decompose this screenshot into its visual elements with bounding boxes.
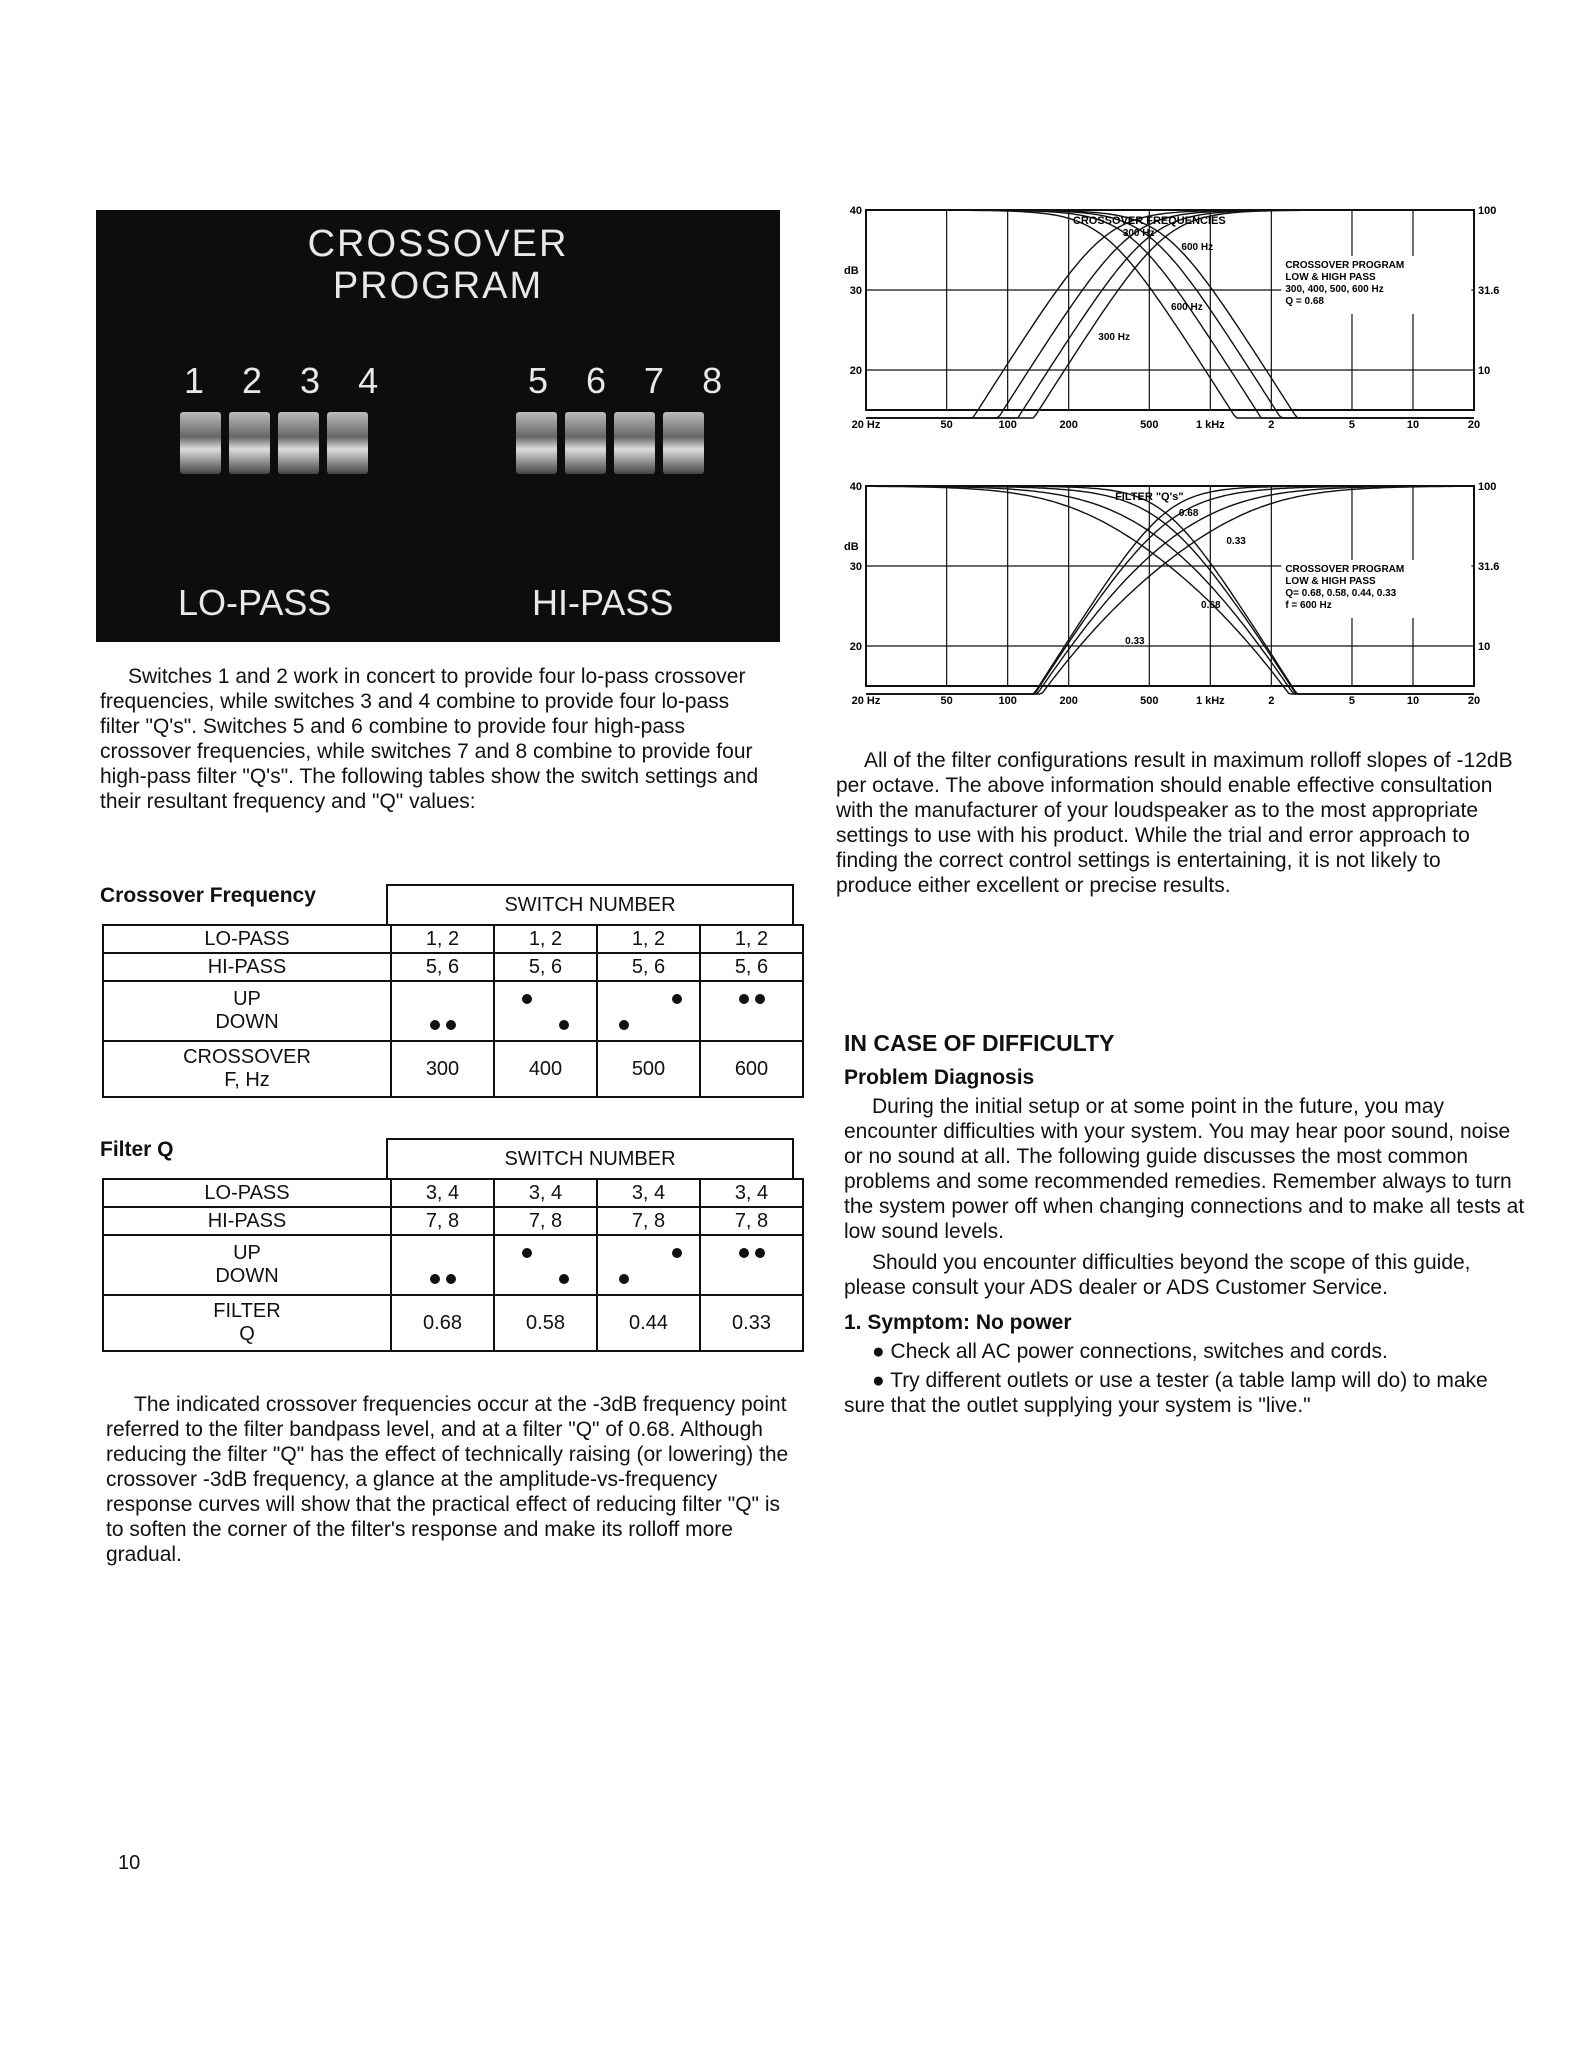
y-tick-label: 20 [849, 365, 862, 377]
x-tick-label: 20 Hz [851, 419, 881, 431]
curve-label: 600 Hz [1171, 302, 1203, 313]
filter-q-chart [826, 476, 1526, 716]
hi-pass-label: HI-PASS [532, 582, 674, 623]
switch-dots [391, 1235, 494, 1295]
y-axis-label: dB [844, 541, 859, 553]
x-tick-label: 100 [998, 695, 1017, 707]
table2-caption: Filter Q [100, 1138, 174, 1161]
dip-switches-right [516, 412, 704, 474]
up-label: UP [233, 1242, 261, 1264]
table1-header: SWITCH NUMBER [386, 884, 794, 926]
y-tick-label: 30 [849, 285, 862, 297]
x-tick-label: 200 [1059, 695, 1078, 707]
legend-line: LOW & HIGH PASS [1285, 272, 1376, 283]
switch-dots [597, 1235, 700, 1295]
y-right-tick-label: 100 [1478, 481, 1497, 493]
legend-line: CROSSOVER PROGRAM [1285, 564, 1405, 575]
lo-pass-label: LO-PASS [178, 582, 332, 623]
y-right-tick-label: 100 [1478, 205, 1497, 217]
y-right-tick-label: 10 [1478, 641, 1491, 653]
x-tick-label: 500 [1140, 695, 1159, 707]
table1-caption: Crossover Frequency [100, 884, 316, 907]
panel-title-line2: PROGRAM [332, 265, 544, 307]
x-tick-label: 1 kHz [1195, 695, 1225, 707]
crossover-explanation-paragraph: The indicated crossover frequencies occur at the -3dB frequency point referred to the filter bandpass level, and at a filter "Q" of 0.68. Although reducing the filter "Q" has the effect of technically raising (or lowering) the crossover -3dB frequency, a glance at the amplitude-vs-frequency response curves will show that the practical effect of reducing filter "Q" is to soften the corner of the filter's response and make its rolloff more gradual. [106, 1393, 789, 1566]
result-label: FILTER [213, 1300, 281, 1322]
difficulty-body [844, 1094, 1534, 1418]
switch-dots [700, 1235, 803, 1295]
legend-line: 300, 400, 500, 600 Hz [1285, 284, 1384, 295]
x-tick-label: 50 [940, 695, 953, 707]
difficulty-heading: IN CASE OF DIFFICULTY [844, 1030, 1115, 1056]
x-tick-label: 2 [1268, 695, 1275, 707]
x-tick-label: 1 kHz [1195, 419, 1225, 431]
x-tick-label: 20 Hz [851, 695, 881, 707]
curve-label: 600 Hz [1181, 242, 1214, 253]
switch-numbers-right: 5 6 7 8 [528, 360, 737, 401]
switch-numbers-left: 1 2 3 4 [184, 360, 393, 401]
legend-line: Q= 0.68, 0.58, 0.44, 0.33 [1285, 588, 1397, 599]
switch-dots [700, 981, 803, 1041]
row-label: HI-PASS [103, 953, 391, 981]
row-label: HI-PASS [103, 1207, 391, 1235]
table-row: CROSSOVER F, Hz 300 400 500 600 [103, 1041, 803, 1097]
x-tick-label: 10 [1406, 695, 1420, 707]
consult-paragraph: Should you encounter difficulties beyond the scope of this guide, please consult your ADS dealer or ADS Customer Service. [844, 1251, 1471, 1299]
chart-title: CROSSOVER FREQUENCIES [1072, 215, 1226, 227]
crossover-frequency-table [102, 924, 804, 1098]
down-label: DOWN [215, 1011, 279, 1033]
table-row: HI-PASS 7, 8 7, 8 7, 8 7, 8 [103, 1207, 803, 1235]
curve-label: 0.68 [1201, 600, 1221, 611]
table-row: HI-PASS 5, 6 5, 6 5, 6 5, 6 [103, 953, 803, 981]
switch-dots [391, 981, 494, 1041]
y-right-tick-label: 31.6 [1478, 561, 1500, 573]
x-tick-label: 10 [1406, 419, 1420, 431]
panel-title-line1: CROSSOVER [307, 223, 569, 265]
table-row [103, 981, 803, 1041]
switch-dots [494, 981, 597, 1041]
crossover-program-photo [96, 210, 780, 642]
result-label: CROSSOVER [183, 1046, 311, 1068]
down-label: DOWN [215, 1265, 279, 1287]
curve-label: 300 Hz [1098, 332, 1130, 343]
y-tick-label: 40 [849, 205, 862, 217]
row-label: LO-PASS [103, 925, 391, 953]
table2-header: SWITCH NUMBER [386, 1138, 794, 1180]
bullet-item: ● Try different outlets or use a tester (a table lamp will do) to make sure that the outlet supplying your system is "live." [844, 1369, 1488, 1417]
y-tick-label: 20 [849, 641, 862, 653]
curve-label: 0.33 [1226, 536, 1246, 547]
legend-line: CROSSOVER PROGRAM [1285, 260, 1405, 271]
y-right-tick-label: 31.6 [1478, 285, 1500, 297]
symptom-heading: 1. Symptom: No power [844, 1311, 1072, 1334]
table-row: LO-PASS 1, 2 1, 2 1, 2 1, 2 [103, 925, 803, 953]
row-label: LO-PASS [103, 1179, 391, 1207]
switch-dots [597, 981, 700, 1041]
legend-line: LOW & HIGH PASS [1285, 576, 1376, 587]
intro-paragraph: Switches 1 and 2 work in concert to provide four lo-pass crossover frequencies, while switches 3 and 4 combine to provide four lo-pass filter "Q's". Switches 5 and 6 combine to provide four high-pass crossover frequencies, while switches 7 and 8 combine to provide four high-pass filter "Q's". The following tables show the switch settings and their resultant frequency and "Q" values: [100, 665, 759, 813]
x-tick-label: 500 [1140, 419, 1159, 431]
crossover-frequencies-chart [826, 200, 1526, 440]
x-tick-label: 5 [1348, 419, 1356, 431]
x-tick-label: 200 [1059, 419, 1078, 431]
bullet-item: ● Check all AC power connections, switches and cords. [872, 1340, 1388, 1363]
x-tick-label: 50 [940, 419, 953, 431]
y-tick-label: 30 [849, 561, 862, 573]
x-tick-label: 2 [1268, 419, 1275, 431]
chart-labels [844, 481, 1499, 707]
up-label: UP [233, 988, 261, 1010]
page-number: 10 [118, 1852, 141, 1874]
table-row: FILTER Q 0.68 0.58 0.44 0.33 [103, 1295, 803, 1351]
problem-diagnosis-subheading: Problem Diagnosis [844, 1066, 1035, 1089]
curve-label: 0.68 [1178, 508, 1199, 519]
x-tick-label: 20 [1467, 695, 1481, 707]
diagnosis-paragraph: During the initial setup or at some point in the future, you may encounter difficulties with your system. You may hear poor sound, noise or no sound at all. The following guide discusses the most common problems and some recommended remedies. Remember always to turn the system power off when changing connections and to make all tests at low sound levels. [844, 1095, 1525, 1243]
switch-dots [494, 1235, 597, 1295]
x-tick-label: 100 [998, 419, 1017, 431]
rolloff-paragraph: All of the filter configurations result in maximum rolloff slopes of -12dB per octave. The above information should enable effective consultation with the manufacturer of your loudspeaker as to the most appropriate settings to use with his product. While the trial and error approach to finding the correct control settings is entertaining, it is not likely to produce either excellent or precise results. [836, 749, 1513, 897]
curve-label: 0.33 [1125, 636, 1145, 647]
filter-q-table [102, 1178, 804, 1352]
legend-line: f = 600 Hz [1285, 600, 1332, 611]
x-tick-label: 20 [1467, 419, 1481, 431]
table-row [103, 1235, 803, 1295]
y-right-tick-label: 10 [1478, 365, 1491, 377]
curve-label: 300 Hz [1122, 228, 1155, 239]
x-tick-label: 5 [1348, 695, 1356, 707]
legend-line: Q = 0.68 [1285, 296, 1324, 307]
y-tick-label: 40 [849, 481, 862, 493]
dip-switches-left [180, 412, 368, 474]
chart-title: FILTER "Q's" [1115, 491, 1184, 503]
y-axis-label: dB [844, 265, 859, 277]
table-row: LO-PASS 3, 4 3, 4 3, 4 3, 4 [103, 1179, 803, 1207]
